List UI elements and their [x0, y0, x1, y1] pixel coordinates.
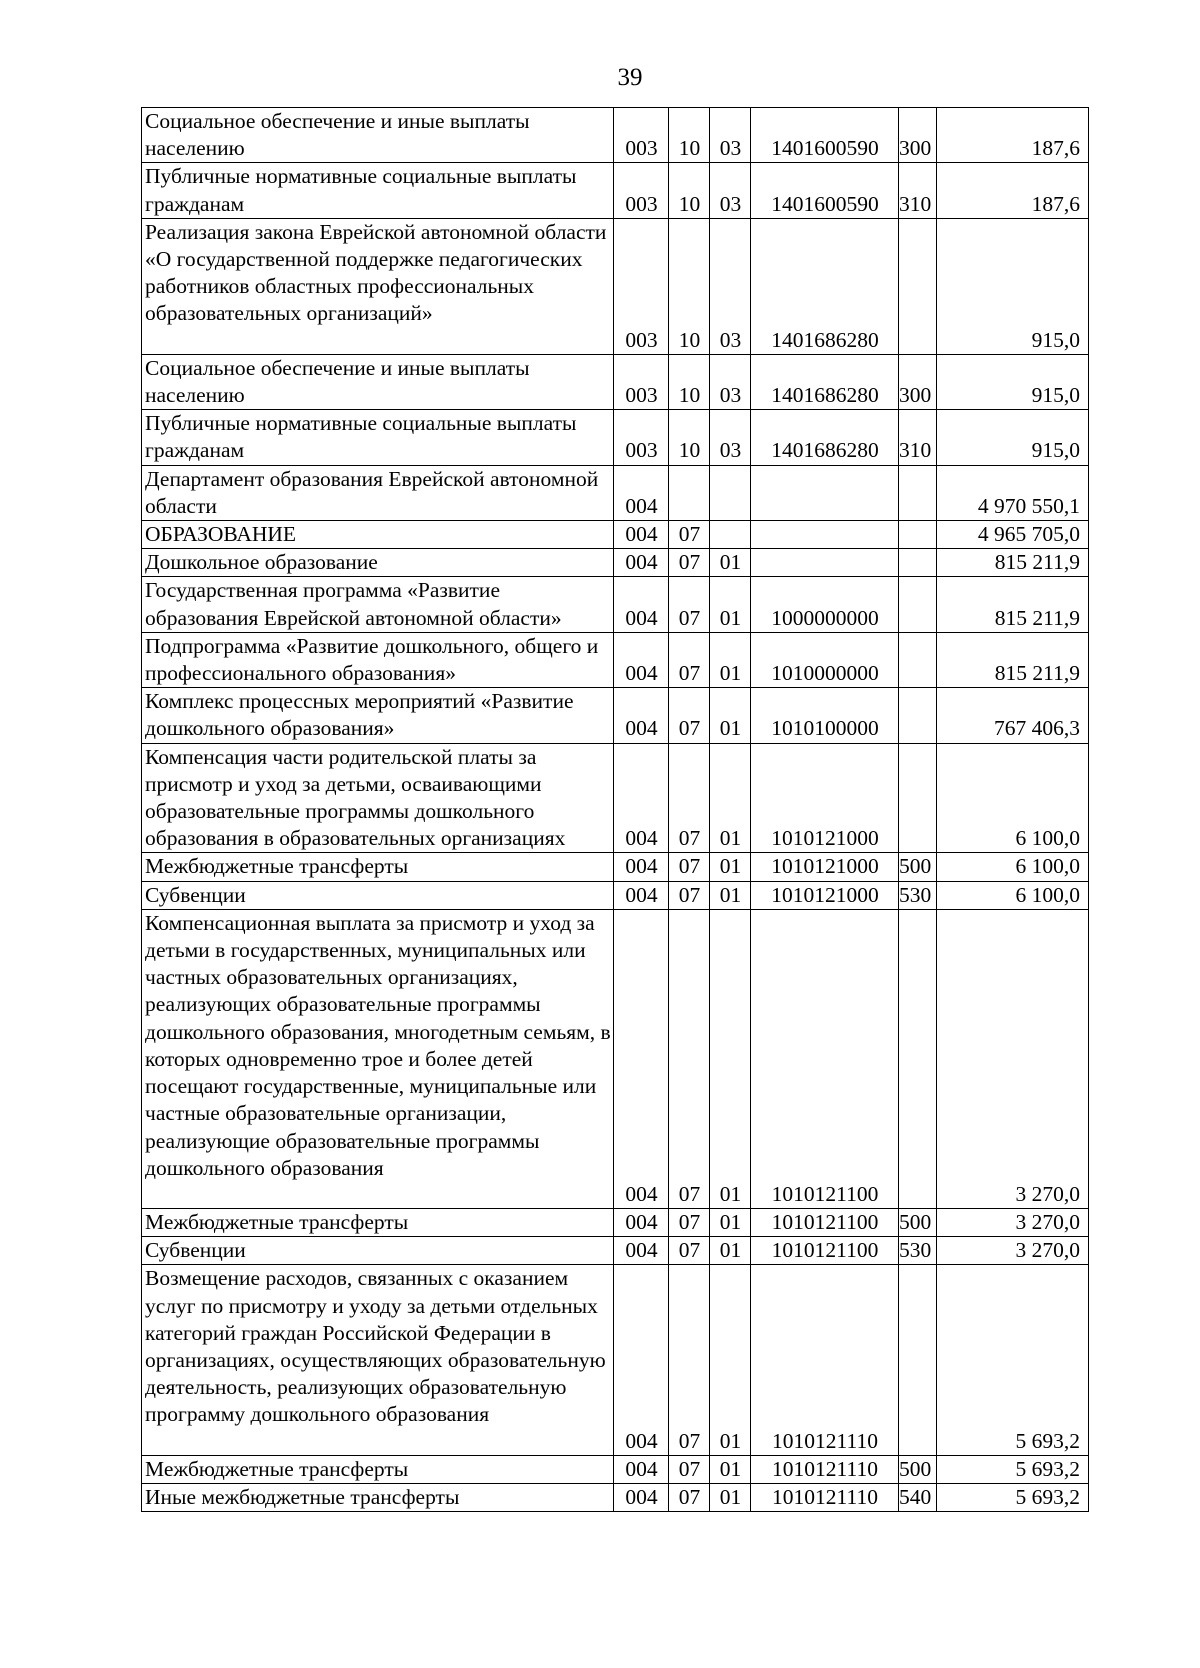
table-row	[142, 108, 1089, 163]
ministry-code-cell: 004	[614, 909, 669, 1208]
table-row	[142, 410, 1089, 465]
section-code-cell: 07	[669, 1455, 710, 1483]
amount-cell: 4 970 550,1	[937, 465, 1089, 520]
ministry-code-cell: 004	[614, 1237, 669, 1265]
row-name-cell: Дошкольное образование	[142, 549, 614, 577]
target-article-cell: 1010121110	[751, 1455, 899, 1483]
row-name-cell: Межбюджетные трансферты	[142, 853, 614, 881]
ministry-code-cell: 004	[614, 1455, 669, 1483]
subsection-code-cell: 03	[710, 218, 751, 354]
section-code-cell: 10	[669, 108, 710, 163]
expense-type-cell	[899, 632, 937, 687]
target-article-cell	[751, 521, 899, 549]
ministry-code-cell: 004	[614, 632, 669, 687]
subsection-code-cell: 03	[710, 163, 751, 218]
table-row	[142, 688, 1089, 743]
amount-cell: 767 406,3	[937, 688, 1089, 743]
target-article-cell: 1401686280	[751, 218, 899, 354]
expense-type-cell: 500	[899, 853, 937, 881]
target-article-cell: 1010121110	[751, 1265, 899, 1455]
table-row	[142, 577, 1089, 632]
target-article-cell: 1401686280	[751, 410, 899, 465]
table-row	[142, 1209, 1089, 1237]
row-name-cell: Публичные нормативные социальные выплаты гражданам	[142, 163, 614, 218]
amount-cell: 3 270,0	[937, 1209, 1089, 1237]
subsection-code-cell: 01	[710, 881, 751, 909]
target-article-cell: 1010121100	[751, 909, 899, 1208]
amount-cell: 815 211,9	[937, 577, 1089, 632]
table-row	[142, 163, 1089, 218]
ministry-code-cell: 003	[614, 108, 669, 163]
section-code-cell: 10	[669, 163, 710, 218]
ministry-code-cell: 004	[614, 1265, 669, 1455]
section-code-cell: 07	[669, 577, 710, 632]
ministry-code-cell: 004	[614, 549, 669, 577]
table-row	[142, 521, 1089, 549]
expense-type-cell: 500	[899, 1455, 937, 1483]
amount-cell: 187,6	[937, 163, 1089, 218]
subsection-code-cell: 01	[710, 1265, 751, 1455]
amount-cell: 5 693,2	[937, 1455, 1089, 1483]
subsection-code-cell: 01	[710, 1237, 751, 1265]
expense-type-cell: 300	[899, 108, 937, 163]
ministry-code-cell: 004	[614, 853, 669, 881]
amount-cell: 915,0	[937, 354, 1089, 409]
amount-cell: 6 100,0	[937, 743, 1089, 853]
table-row	[142, 881, 1089, 909]
table-row	[142, 354, 1089, 409]
table-row	[142, 632, 1089, 687]
subsection-code-cell: 03	[710, 410, 751, 465]
section-code-cell: 07	[669, 1265, 710, 1455]
expense-type-cell	[899, 577, 937, 632]
subsection-code-cell: 01	[710, 549, 751, 577]
amount-cell: 3 270,0	[937, 1237, 1089, 1265]
section-code-cell: 07	[669, 881, 710, 909]
row-name-cell: Субвенции	[142, 881, 614, 909]
section-code-cell: 07	[669, 1209, 710, 1237]
row-name-cell: Социальное обеспечение и иные выплаты населению	[142, 354, 614, 409]
ministry-code-cell: 004	[614, 1209, 669, 1237]
expense-type-cell	[899, 521, 937, 549]
ministry-code-cell: 004	[614, 881, 669, 909]
row-name-cell: Межбюджетные трансферты	[142, 1209, 614, 1237]
amount-cell: 187,6	[937, 108, 1089, 163]
amount-cell: 3 270,0	[937, 909, 1089, 1208]
section-code-cell: 07	[669, 1484, 710, 1512]
row-name-cell: Публичные нормативные социальные выплаты гражданам	[142, 410, 614, 465]
subsection-code-cell: 01	[710, 743, 751, 853]
section-code-cell: 10	[669, 354, 710, 409]
table-row	[142, 743, 1089, 853]
section-code-cell: 07	[669, 853, 710, 881]
amount-cell: 6 100,0	[937, 853, 1089, 881]
ministry-code-cell: 003	[614, 218, 669, 354]
expense-type-cell: 310	[899, 163, 937, 218]
amount-cell: 815 211,9	[937, 549, 1089, 577]
target-article-cell: 1010121000	[751, 853, 899, 881]
ministry-code-cell: 003	[614, 163, 669, 218]
expense-type-cell: 530	[899, 1237, 937, 1265]
budget-table	[141, 107, 1089, 1512]
ministry-code-cell: 004	[614, 688, 669, 743]
amount-cell: 4 965 705,0	[937, 521, 1089, 549]
target-article-cell: 1000000000	[751, 577, 899, 632]
target-article-cell: 1010121100	[751, 1209, 899, 1237]
expense-type-cell	[899, 743, 937, 853]
target-article-cell: 1010121100	[751, 1237, 899, 1265]
table-row	[142, 1455, 1089, 1483]
ministry-code-cell: 004	[614, 521, 669, 549]
table-row	[142, 1237, 1089, 1265]
table-row	[142, 853, 1089, 881]
ministry-code-cell: 004	[614, 743, 669, 853]
row-name-cell: Комплекс процессных мероприятий «Развитие дошкольного образования»	[142, 688, 614, 743]
amount-cell: 915,0	[937, 410, 1089, 465]
target-article-cell: 1010000000	[751, 632, 899, 687]
target-article-cell: 1401600590	[751, 108, 899, 163]
target-article-cell: 1010100000	[751, 688, 899, 743]
budget-table-body	[142, 108, 1089, 1512]
subsection-code-cell: 01	[710, 853, 751, 881]
row-name-cell: Реализация закона Еврейской автономной области «О государственной поддержке педагогических работников областных профессиональных образовательных организаций»	[142, 218, 614, 354]
ministry-code-cell: 003	[614, 410, 669, 465]
target-article-cell: 1010121000	[751, 743, 899, 853]
amount-cell: 6 100,0	[937, 881, 1089, 909]
section-code-cell: 07	[669, 688, 710, 743]
section-code-cell: 07	[669, 743, 710, 853]
section-code-cell	[669, 465, 710, 520]
ministry-code-cell: 003	[614, 354, 669, 409]
subsection-code-cell: 01	[710, 1209, 751, 1237]
table-row	[142, 465, 1089, 520]
subsection-code-cell: 03	[710, 108, 751, 163]
subsection-code-cell	[710, 521, 751, 549]
section-code-cell: 07	[669, 632, 710, 687]
target-article-cell	[751, 549, 899, 577]
row-name-cell: Компенсационная выплата за присмотр и уход за детьми в государственных, муниципальных или частных образовательных организациях, реализующих образовательные программы дошкольного образования, многодетным семьям, в которых одновременно трое и более детей посещают государственные, муниципальные или частные образовательные организации, реализующие образовательные программы дошкольного образования	[142, 909, 614, 1208]
section-code-cell: 10	[669, 410, 710, 465]
table-row	[142, 909, 1089, 1208]
ministry-code-cell: 004	[614, 1484, 669, 1512]
row-name-cell: Государственная программа «Развитие образования Еврейской автономной области»	[142, 577, 614, 632]
subsection-code-cell: 03	[710, 354, 751, 409]
row-name-cell: Компенсация части родительской платы за присмотр и уход за детьми, осваивающими образовательные программы дошкольного образования в образовательных организациях	[142, 743, 614, 853]
amount-cell: 5 693,2	[937, 1265, 1089, 1455]
section-code-cell: 07	[669, 909, 710, 1208]
subsection-code-cell: 01	[710, 1484, 751, 1512]
expense-type-cell	[899, 909, 937, 1208]
subsection-code-cell: 01	[710, 909, 751, 1208]
section-code-cell: 10	[669, 218, 710, 354]
ministry-code-cell: 004	[614, 465, 669, 520]
table-row	[142, 1265, 1089, 1455]
expense-type-cell	[899, 465, 937, 520]
expense-type-cell	[899, 549, 937, 577]
expense-type-cell: 500	[899, 1209, 937, 1237]
row-name-cell: Подпрограмма «Развитие дошкольного, общего и профессионального образования»	[142, 632, 614, 687]
target-article-cell: 1401600590	[751, 163, 899, 218]
row-name-cell: Социальное обеспечение и иные выплаты населению	[142, 108, 614, 163]
row-name-cell: Межбюджетные трансферты	[142, 1455, 614, 1483]
expense-type-cell	[899, 218, 937, 354]
table-row	[142, 549, 1089, 577]
section-code-cell: 07	[669, 1237, 710, 1265]
row-name-cell: Иные межбюджетные трансферты	[142, 1484, 614, 1512]
subsection-code-cell: 01	[710, 1455, 751, 1483]
ministry-code-cell: 004	[614, 577, 669, 632]
expense-type-cell: 530	[899, 881, 937, 909]
expense-type-cell	[899, 688, 937, 743]
expense-type-cell: 300	[899, 354, 937, 409]
row-name-cell: Субвенции	[142, 1237, 614, 1265]
expense-type-cell: 540	[899, 1484, 937, 1512]
target-article-cell	[751, 465, 899, 520]
amount-cell: 815 211,9	[937, 632, 1089, 687]
target-article-cell: 1401686280	[751, 354, 899, 409]
expense-type-cell	[899, 1265, 937, 1455]
table-row	[142, 218, 1089, 354]
row-name-cell: Департамент образования Еврейской автономной области	[142, 465, 614, 520]
table-row	[142, 1484, 1089, 1512]
section-code-cell: 07	[669, 549, 710, 577]
subsection-code-cell	[710, 465, 751, 520]
section-code-cell: 07	[669, 521, 710, 549]
page-number: 39	[617, 64, 643, 91]
subsection-code-cell: 01	[710, 577, 751, 632]
row-name-cell: Возмещение расходов, связанных с оказанием услуг по присмотру и уходу за детьми отдельных категорий граждан Российской Федерации в организациях, осуществляющих образовательную деятельность, реализующих образовательную программу дошкольного образования	[142, 1265, 614, 1455]
subsection-code-cell: 01	[710, 688, 751, 743]
target-article-cell: 1010121000	[751, 881, 899, 909]
expense-type-cell: 310	[899, 410, 937, 465]
target-article-cell: 1010121110	[751, 1484, 899, 1512]
amount-cell: 915,0	[937, 218, 1089, 354]
row-name-cell: ОБРАЗОВАНИЕ	[142, 521, 614, 549]
amount-cell: 5 693,2	[937, 1484, 1089, 1512]
subsection-code-cell: 01	[710, 632, 751, 687]
